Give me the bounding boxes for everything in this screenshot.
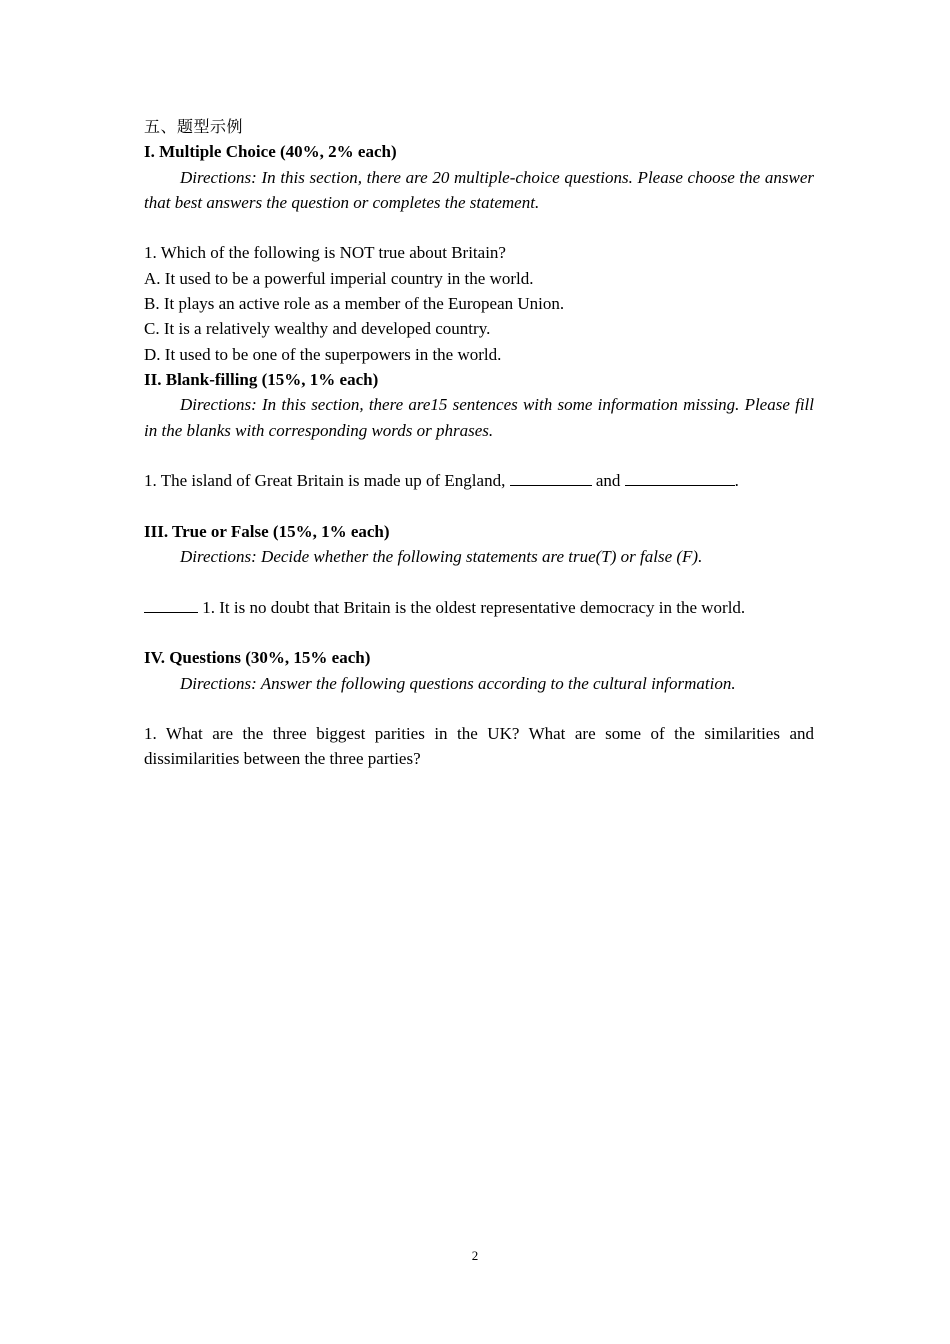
spacer (144, 443, 814, 468)
question-true-false (144, 595, 814, 620)
question-essay: 1. What are the three biggest parities in the UK? What are some of the similarities and dissimilarities between the three parties? (144, 724, 814, 769)
section-title-multiple-choice: I. Multiple Choice (40%, 2% each) (144, 142, 397, 162)
spacer (144, 493, 814, 518)
question-text: 1. It is no doubt that Britain is the oldest representative democracy in the world. (198, 597, 746, 617)
directions-multiple-choice: Directions: In this section, there are 20 multiple-choice questions. Please choose the answer that best answers the question or completes the statement. (144, 167, 814, 212)
section-title-blank-filling: II. Blank-filling (15%, 1% each) (144, 369, 379, 389)
answer-blank[interactable] (144, 598, 198, 613)
directions-questions: Directions: Answer the following questions according to the cultural information. (180, 673, 736, 693)
question-blank-filling (144, 468, 814, 493)
directions-blank-filling: Directions: In this section, there are15 sentences with some information missing. Please fill in the blanks with corresponding words or phrases. (144, 395, 814, 440)
question-text-part: 1. The island of Great Britain is made up of England, (144, 471, 510, 491)
question-text-part: and (591, 471, 625, 491)
option-d: D. It used to be one of the superpowers in the world. (144, 344, 502, 364)
section-heading: 五、题型示例 (144, 117, 244, 136)
option-a: A. It used to be a powerful imperial country in the world. (144, 268, 534, 288)
question-multiple-choice: 1. Which of the following is NOT true about Britain? (144, 243, 506, 263)
spacer (144, 215, 814, 240)
option-c: C. It is a relatively wealthy and developed country. (144, 319, 491, 339)
option-b: B. It plays an active role as a member of the European Union. (144, 294, 565, 314)
answer-blank[interactable] (510, 471, 592, 486)
section-title-true-false: III. True or False (15%, 1% each) (144, 521, 390, 541)
question-text-part: . (734, 471, 739, 491)
page-number: 2 (471, 1248, 479, 1263)
directions-true-false: Directions: Decide whether the following statements are true(T) or false (F). (180, 547, 703, 567)
document-body (144, 114, 814, 772)
spacer (144, 569, 814, 594)
spacer (144, 620, 814, 645)
section-title-questions: IV. Questions (30%, 15% each) (144, 648, 371, 668)
answer-blank[interactable] (625, 471, 735, 486)
spacer (144, 696, 814, 721)
